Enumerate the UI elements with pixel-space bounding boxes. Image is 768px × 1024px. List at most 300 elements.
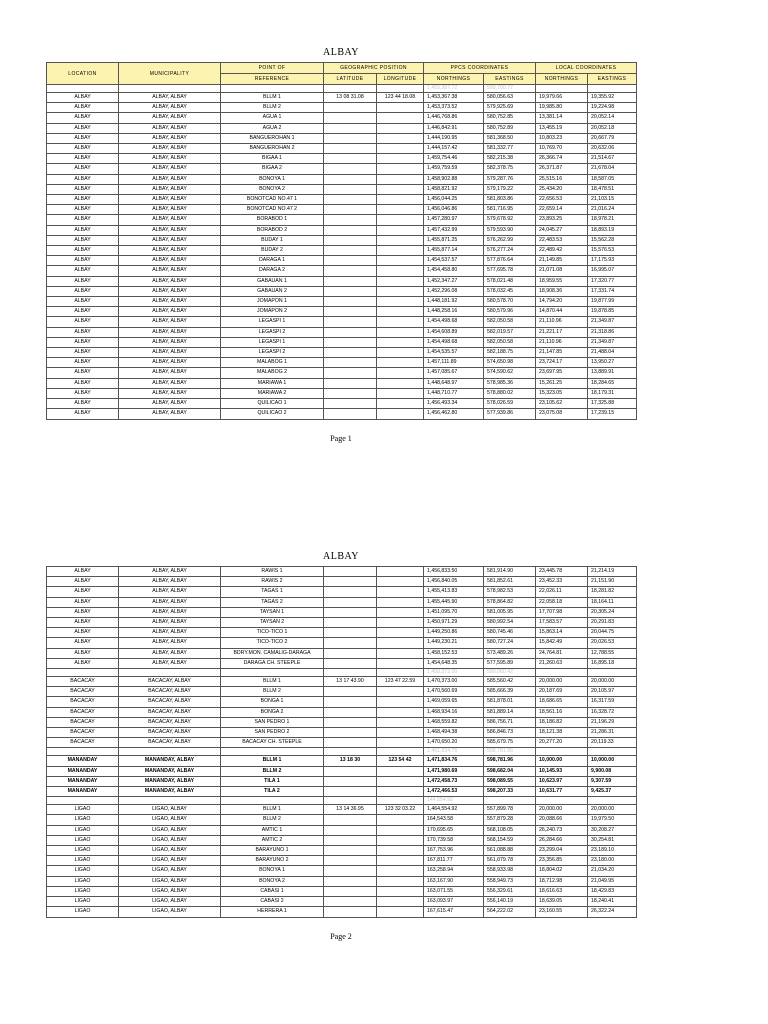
cell-northings: 1,455,387.72: [424, 85, 484, 93]
cell-municipality: ALBAY, ALBAY: [119, 246, 221, 256]
cell-northings: 1,455,445.90: [424, 597, 484, 607]
cell-municipality: ALBAY, ALBAY: [119, 378, 221, 388]
cell-eastings: 581,005.95: [484, 607, 536, 617]
cell-longitude: [377, 85, 424, 93]
cell-northings: 1,468,494.38: [424, 728, 484, 738]
cell-eastings: [484, 797, 536, 805]
cell-eastings: 561,088.88: [484, 846, 536, 856]
cell-municipality: ALBAY, ALBAY: [119, 266, 221, 276]
cell-eastings: 564,222.02: [484, 907, 536, 917]
cell-local-northings: [536, 748, 588, 756]
cell-latitude: [324, 276, 377, 286]
cell-local-northings: 23,299.04: [536, 846, 588, 856]
cell-municipality: LIGAO, ALBAY: [119, 897, 221, 907]
cell-latitude: [324, 707, 377, 717]
cell-local-northings: 19,985.80: [536, 103, 588, 113]
cell-eastings: 558,949.73: [484, 876, 536, 886]
table-row: [47, 103, 637, 113]
cell-longitude: [377, 707, 424, 717]
cell-local-northings: 18,186.82: [536, 717, 588, 727]
cell-local-eastings: 21,349.87: [588, 337, 637, 347]
cell-northings: 1,472,458.73: [424, 776, 484, 786]
cell-northings: 1,456,462.80: [424, 409, 484, 419]
cell-reference: GABAUAN 2: [221, 286, 324, 296]
cell-location: ALBAY: [47, 638, 119, 648]
cell-latitude: [324, 133, 377, 143]
cell-eastings: 598,089.55: [484, 776, 536, 786]
cell-reference: BLLM 2: [221, 103, 324, 113]
cell-municipality: BACACAY, ALBAY: [119, 687, 221, 697]
cell-northings: 1,470,560.69: [424, 687, 484, 697]
cell-reference: BIGAA 1: [221, 154, 324, 164]
cell-local-northings: 18,686.65: [536, 697, 588, 707]
cell-location: ALBAY: [47, 388, 119, 398]
cell-latitude: [324, 307, 377, 317]
cell-local-northings: 26,240.73: [536, 825, 588, 835]
cell-northings: 1,454,608.89: [424, 327, 484, 337]
cell-reference: [221, 797, 324, 805]
cell-local-eastings: 17,239.15: [588, 409, 637, 419]
cell-longitude: [377, 738, 424, 748]
cell-local-eastings: 18,164.11: [588, 597, 637, 607]
cell-northings: 1,449,250.86: [424, 628, 484, 638]
cell-municipality: ALBAY, ALBAY: [119, 215, 221, 225]
cell-eastings: 585,679.75: [484, 738, 536, 748]
cell-latitude: [324, 388, 377, 398]
cell-local-northings: 22,489.42: [536, 246, 588, 256]
cell-local-eastings: 18,587.05: [588, 174, 637, 184]
cell-local-eastings: 21,016.24: [588, 205, 637, 215]
cell-northings: 1,456,833.50: [424, 567, 484, 577]
cell-northings: 1,444,190.95: [424, 133, 484, 143]
cell-eastings: 576,262.99: [484, 235, 536, 245]
cell-longitude: [377, 776, 424, 786]
cell-eastings: 581,368.50: [484, 133, 536, 143]
cell-reference: GABAUAN 1: [221, 276, 324, 286]
cell-longitude: [377, 133, 424, 143]
cell-local-eastings: 20,105.97: [588, 687, 637, 697]
table-row: [47, 805, 637, 815]
cell-local-northings: 18,616.63: [536, 886, 588, 896]
cell-location: ALBAY: [47, 648, 119, 658]
cell-eastings: 580,992.54: [484, 618, 536, 628]
cell-reference: TILA 2: [221, 787, 324, 797]
table-row: [47, 846, 637, 856]
table-row: [47, 825, 637, 835]
cell-northings: 1,448,648.97: [424, 378, 484, 388]
cell-local-eastings: 20,044.75: [588, 628, 637, 638]
cell-reference: LEGASPI 1: [221, 337, 324, 347]
cell-location: ALBAY: [47, 256, 119, 266]
cell-local-eastings: 21,488.04: [588, 348, 637, 358]
cell-local-eastings: 21,151.90: [588, 577, 637, 587]
cell-reference: [221, 748, 324, 756]
cell-local-eastings: 20,667.79: [588, 133, 637, 143]
cell-northings: 1,457,085.67: [424, 368, 484, 378]
cell-latitude: [324, 225, 377, 235]
cell-longitude: [377, 144, 424, 154]
cell-location: [47, 85, 119, 93]
cell-local-eastings: 23,189.10: [588, 846, 637, 856]
cell-reference: BORABOD 1: [221, 215, 324, 225]
cell-municipality: ALBAY, ALBAY: [119, 618, 221, 628]
cell-longitude: [377, 103, 424, 113]
table-row: [47, 399, 637, 409]
table-row: [47, 133, 637, 143]
cell-local-northings: 18,908.36: [536, 286, 588, 296]
cell-local-northings: 15,261.25: [536, 378, 588, 388]
cell-latitude: [324, 266, 377, 276]
cell-northings: 1,459,754.46: [424, 154, 484, 164]
cell-eastings: 557,879.28: [484, 815, 536, 825]
cell-local-eastings: 16,328.72: [588, 707, 637, 717]
cell-eastings: 579,287.76: [484, 174, 536, 184]
table-row: [47, 907, 637, 917]
cell-longitude: 123 54 42: [377, 756, 424, 766]
cell-reference: DARAGA 2: [221, 266, 324, 276]
table-row: [47, 618, 637, 628]
cell-local-eastings: 21,286.31: [588, 728, 637, 738]
cell-local-northings: 23,445.78: [536, 567, 588, 577]
cell-latitude: [324, 717, 377, 727]
cell-eastings: 580,727.24: [484, 638, 536, 648]
table-row: [47, 597, 637, 607]
cell-municipality: ALBAY, ALBAY: [119, 154, 221, 164]
cell-municipality: ALBAY, ALBAY: [119, 567, 221, 577]
table-row: [47, 638, 637, 648]
cell-latitude: [324, 618, 377, 628]
cell-local-northings: 10,623.97: [536, 776, 588, 786]
cell-location: ALBAY: [47, 368, 119, 378]
cell-longitude: [377, 235, 424, 245]
cell-location: ALBAY: [47, 628, 119, 638]
cell-municipality: LIGAO, ALBAY: [119, 876, 221, 886]
cell-northings: 1,468,934.16: [424, 707, 484, 717]
cell-municipality: [119, 669, 221, 677]
cell-longitude: [377, 225, 424, 235]
cell-eastings: 578,021.48: [484, 276, 536, 286]
cell-northings: 1,458,821.92: [424, 184, 484, 194]
cell-latitude: [324, 797, 377, 805]
cell-municipality: ALBAY, ALBAY: [119, 297, 221, 307]
cell-longitude: [377, 215, 424, 225]
cell-local-northings: 23,893.25: [536, 215, 588, 225]
cell-municipality: BACACAY, ALBAY: [119, 738, 221, 748]
table-row: [47, 225, 637, 235]
cell-reference: BUDAY 1: [221, 235, 324, 245]
cell-local-eastings: 20,305.24: [588, 607, 637, 617]
cell-northings: 1,456,046.86: [424, 205, 484, 215]
cell-location: ALBAY: [47, 154, 119, 164]
cell-local-northings: [536, 797, 588, 805]
cell-latitude: [324, 628, 377, 638]
cell-location: [47, 748, 119, 756]
cell-location: MANANDAY: [47, 787, 119, 797]
cell-longitude: [377, 835, 424, 845]
cell-reference: TILA 1: [221, 776, 324, 786]
cell-reference: BONGA 2: [221, 707, 324, 717]
cell-local-eastings: 18,281.82: [588, 587, 637, 597]
table-row: [47, 154, 637, 164]
cell-municipality: BACACAY, ALBAY: [119, 728, 221, 738]
cell-eastings: 580,700.77: [484, 85, 536, 93]
cell-location: ALBAY: [47, 317, 119, 327]
cell-longitude: [377, 399, 424, 409]
cell-latitude: [324, 669, 377, 677]
cell-northings: 144,554.92: [424, 797, 484, 805]
cell-location: ALBAY: [47, 607, 119, 617]
cell-local-eastings: 21,034.20: [588, 866, 637, 876]
cell-reference: CABASI 1: [221, 886, 324, 896]
cell-reference: MARIAWA 2: [221, 388, 324, 398]
cell-longitude: [377, 846, 424, 856]
cell-reference: DARAGA CH. STEEPLE: [221, 658, 324, 668]
cell-location: ALBAY: [47, 276, 119, 286]
cell-municipality: ALBAY, ALBAY: [119, 597, 221, 607]
header-latitude: LATITUDE: [324, 74, 377, 85]
cell-eastings: 561,079.78: [484, 856, 536, 866]
cell-latitude: [324, 144, 377, 154]
cell-latitude: [324, 607, 377, 617]
header-northings: NORTHINGS: [424, 74, 484, 85]
cell-local-eastings: [588, 797, 637, 805]
cell-municipality: ALBAY, ALBAY: [119, 307, 221, 317]
cell-northings: 163,258.94: [424, 866, 484, 876]
cell-location: LIGAO: [47, 846, 119, 856]
page-title: ALBAY: [322, 551, 360, 562]
table-row: [47, 93, 637, 103]
cell-local-eastings: 13,889.91: [588, 368, 637, 378]
table-row: [47, 307, 637, 317]
cell-latitude: [324, 648, 377, 658]
cell-local-northings: 26,284.66: [536, 835, 588, 845]
cell-latitude: [324, 907, 377, 917]
cell-longitude: [377, 876, 424, 886]
cell-local-eastings: 19,878.85: [588, 307, 637, 317]
table-row: [47, 266, 637, 276]
cell-local-northings: 20,000.00: [536, 805, 588, 815]
cell-local-eastings: 23,180.00: [588, 856, 637, 866]
table-row: [47, 738, 637, 748]
cell-local-eastings: 21,349.87: [588, 317, 637, 327]
cell-northings: 164,543.58: [424, 815, 484, 825]
cell-local-eastings: 17,175.93: [588, 256, 637, 266]
cell-municipality: ALBAY, ALBAY: [119, 368, 221, 378]
cell-reference: BLLM 2: [221, 687, 324, 697]
cell-local-eastings: 30,254.81: [588, 835, 637, 845]
table-row: [47, 164, 637, 174]
cell-municipality: ALBAY, ALBAY: [119, 337, 221, 347]
cell-local-northings: 23,160.55: [536, 907, 588, 917]
cell-local-eastings: [588, 669, 637, 677]
cell-location: ALBAY: [47, 307, 119, 317]
cell-location: LIGAO: [47, 876, 119, 886]
cell-local-northings: 24,045.27: [536, 225, 588, 235]
document-page-2: [46, 548, 636, 941]
cell-local-eastings: 30,208.27: [588, 825, 637, 835]
cell-latitude: [324, 835, 377, 845]
cell-northings: 1,446,842.91: [424, 123, 484, 133]
cell-longitude: [377, 907, 424, 917]
cell-eastings: 578,864.82: [484, 597, 536, 607]
cell-local-northings: 23,075.08: [536, 409, 588, 419]
cell-location: ALBAY: [47, 215, 119, 225]
table-row: [47, 409, 637, 419]
table-row: [47, 123, 637, 133]
cell-latitude: [324, 825, 377, 835]
cell-local-northings: 10,769.70: [536, 144, 588, 154]
cell-eastings: 581,914.90: [484, 567, 536, 577]
table-row: [47, 276, 637, 286]
cell-location: ALBAY: [47, 113, 119, 123]
cell-municipality: BACACAY, ALBAY: [119, 717, 221, 727]
cell-eastings: 580,578.70: [484, 297, 536, 307]
cell-local-eastings: 19,355.92: [588, 93, 637, 103]
cell-longitude: 123 44 18.08: [377, 93, 424, 103]
cell-eastings: 581,332.77: [484, 144, 536, 154]
cell-longitude: [377, 638, 424, 648]
cell-northings: 167,753.96: [424, 846, 484, 856]
cell-local-eastings: 13,950.27: [588, 358, 637, 368]
cell-municipality: ALBAY, ALBAY: [119, 174, 221, 184]
cell-longitude: [377, 567, 424, 577]
cell-longitude: [377, 797, 424, 805]
cell-eastings: 573,489.26: [484, 648, 536, 658]
cell-northings: 1,457,280.97: [424, 215, 484, 225]
cell-reference: BDRY.MON. CAMALIG-DARAGA: [221, 648, 324, 658]
cell-longitude: [377, 766, 424, 776]
header-local: LOCAL COORDINATES: [536, 63, 637, 74]
header-point-of: POINT OF: [221, 63, 324, 74]
cell-northings: 170,695.65: [424, 825, 484, 835]
cell-location: BACACAY: [47, 717, 119, 727]
cell-local-northings: 10,803.23: [536, 133, 588, 143]
cell-northings: 1,456,493.34: [424, 399, 484, 409]
cell-northings: 163,093.97: [424, 897, 484, 907]
cell-municipality: [119, 797, 221, 805]
header-geographic-position: GEOGRAPHIC POSITION: [324, 63, 424, 74]
table-row: [47, 174, 637, 184]
cell-reference: LEGASPI 1: [221, 317, 324, 327]
cell-northings: 1,471,834.76: [424, 756, 484, 766]
cell-local-northings: 21,110.96: [536, 317, 588, 327]
cell-local-northings: 19,979.66: [536, 93, 588, 103]
cell-local-eastings: 21,214.19: [588, 567, 637, 577]
cell-location: LIGAO: [47, 907, 119, 917]
cell-eastings: 581,803.86: [484, 195, 536, 205]
cell-location: ALBAY: [47, 297, 119, 307]
cell-latitude: [324, 866, 377, 876]
cell-location: ALBAY: [47, 409, 119, 419]
cell-northings: 1,461,834.76: [424, 748, 484, 756]
cell-local-northings: 18,121.38: [536, 728, 588, 738]
cell-local-eastings: 17,325.88: [588, 399, 637, 409]
cell-reference: CABASI 2: [221, 897, 324, 907]
cell-local-eastings: 15,576.53: [588, 246, 637, 256]
cell-latitude: 13 14 36.95: [324, 805, 377, 815]
cell-latitude: [324, 317, 377, 327]
cell-location: ALBAY: [47, 618, 119, 628]
cell-longitude: [377, 628, 424, 638]
cell-municipality: ALBAY, ALBAY: [119, 184, 221, 194]
cell-eastings: 580,060.42: [484, 669, 536, 677]
cell-northings: 163,071.55: [424, 886, 484, 896]
cell-local-northings: 21,260.63: [536, 658, 588, 668]
cell-municipality: ALBAY, ALBAY: [119, 133, 221, 143]
cell-municipality: ALBAY, ALBAY: [119, 577, 221, 587]
table-row: [47, 567, 637, 577]
cell-northings: 1,472,466.53: [424, 787, 484, 797]
cell-local-northings: 10,631.77: [536, 787, 588, 797]
cell-location: ALBAY: [47, 348, 119, 358]
cell-longitude: [377, 897, 424, 907]
cell-latitude: [324, 776, 377, 786]
cell-local-northings: 14,870.44: [536, 307, 588, 317]
cell-local-northings: 26,366.74: [536, 154, 588, 164]
cell-local-eastings: 16,995.07: [588, 266, 637, 276]
table-row: [47, 876, 637, 886]
cell-location: LIGAO: [47, 866, 119, 876]
cell-longitude: [377, 409, 424, 419]
cell-local-eastings: 9,900.08: [588, 766, 637, 776]
cell-eastings: 582,378.75: [484, 164, 536, 174]
cell-northings: 1,469,059.65: [424, 697, 484, 707]
cell-longitude: [377, 317, 424, 327]
cell-eastings: 582,050.58: [484, 337, 536, 347]
cell-latitude: [324, 368, 377, 378]
cell-latitude: [324, 205, 377, 215]
cell-latitude: 13 08 31.08: [324, 93, 377, 103]
cell-eastings: 579,678.92: [484, 215, 536, 225]
table-row: [47, 205, 637, 215]
cell-latitude: [324, 123, 377, 133]
cell-longitude: [377, 825, 424, 835]
table-row: [47, 776, 637, 786]
cell-northings: 1,464,554.92: [424, 805, 484, 815]
cell-reference: SAN PEDRO 1: [221, 717, 324, 727]
cell-latitude: [324, 256, 377, 266]
cell-local-northings: 22,058.18: [536, 597, 588, 607]
cell-municipality: ALBAY, ALBAY: [119, 388, 221, 398]
header-local-eastings: EASTINGS: [588, 74, 637, 85]
cell-location: ALBAY: [47, 337, 119, 347]
cell-longitude: [377, 388, 424, 398]
table-row: [47, 707, 637, 717]
cell-local-eastings: 20,119.33: [588, 738, 637, 748]
cell-local-northings: 25,515.16: [536, 174, 588, 184]
header-location: LOCATION: [47, 63, 119, 85]
cell-location: ALBAY: [47, 358, 119, 368]
cell-location: LIGAO: [47, 897, 119, 907]
cell-local-eastings: 18,478.51: [588, 184, 637, 194]
cell-location: LIGAO: [47, 835, 119, 845]
cell-latitude: [324, 103, 377, 113]
cell-latitude: [324, 154, 377, 164]
cell-location: [47, 669, 119, 677]
cell-municipality: BACACAY, ALBAY: [119, 697, 221, 707]
cell-latitude: [324, 766, 377, 776]
cell-northings: 1,453,367.38: [424, 93, 484, 103]
cell-longitude: [377, 717, 424, 727]
cell-municipality: BACACAY, ALBAY: [119, 677, 221, 687]
cell-local-northings: 21,110.96: [536, 337, 588, 347]
header-municipality: MUNICIPALITY: [119, 63, 221, 85]
cell-northings: 1,451,095.70: [424, 607, 484, 617]
cell-municipality: LIGAO, ALBAY: [119, 815, 221, 825]
cell-latitude: [324, 897, 377, 907]
cell-municipality: [119, 748, 221, 756]
cell-local-eastings: 19,224.98: [588, 103, 637, 113]
